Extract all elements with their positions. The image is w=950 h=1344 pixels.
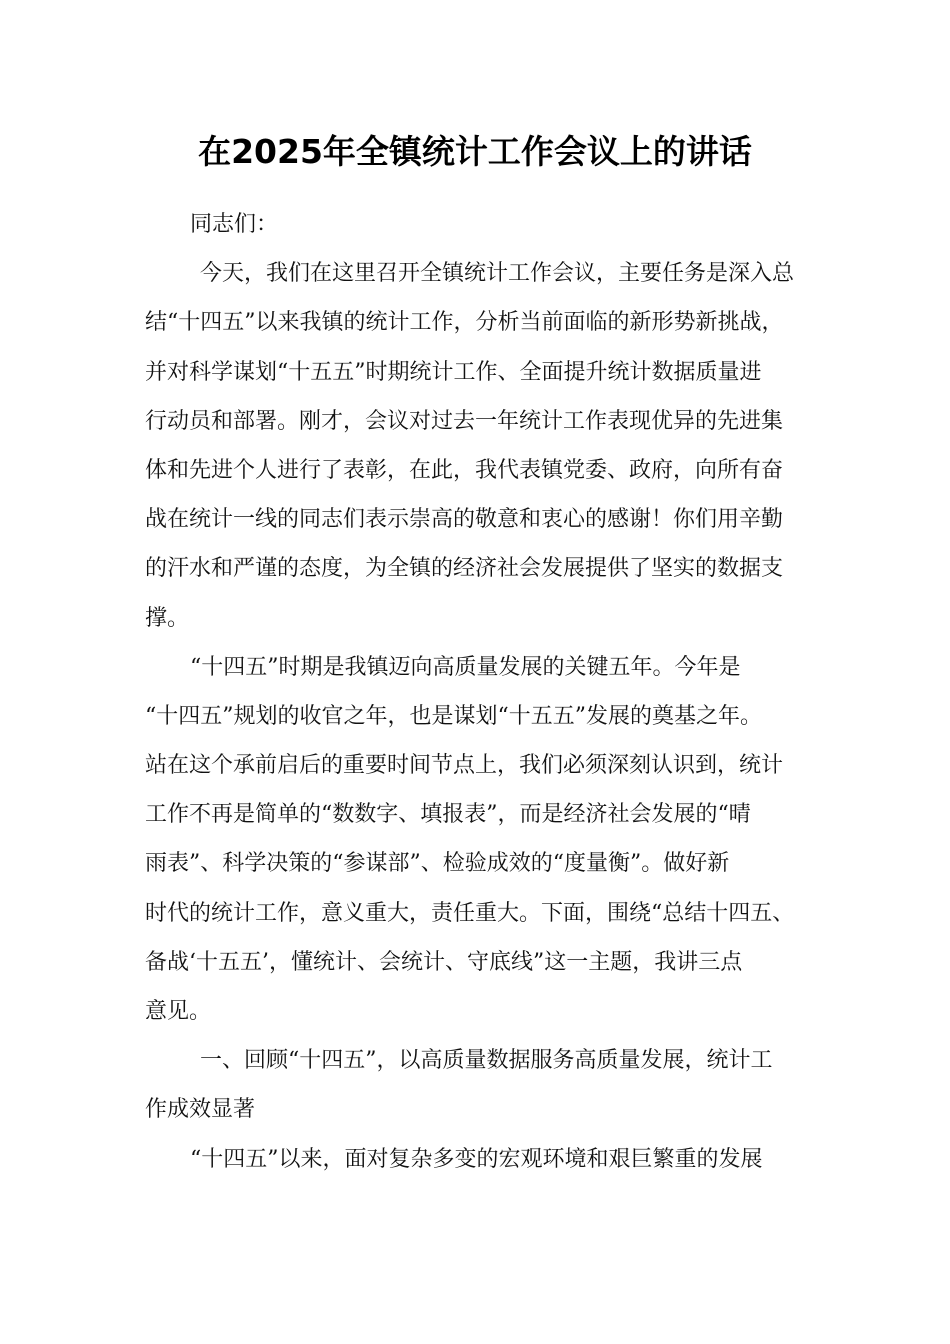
text-line: 意见。 xyxy=(145,999,212,1024)
text-line: 站在这个承前启后的重要时间节点上，我们必须深刻认识到，统计 xyxy=(145,753,784,779)
paragraph-opening xyxy=(145,249,815,643)
text-line: 并对科学谋划“十五五”时期统计工作、全面提升统计数据质量进 xyxy=(145,359,762,385)
text-line: 体和先进个人进行了表彰，在此，我代表镇党委、政府，向所有奋 xyxy=(145,457,784,483)
text-line: 雨表”、科学决策的“参谋部”、检验成效的“度量衡”。做好新 xyxy=(145,851,730,877)
text-line: 备战‘十五五’，懂统计、会统计、守底线”这一主题，我讲三点 xyxy=(145,949,743,975)
document-title: 在2025年全镇统计工作会议上的讲话 xyxy=(198,132,752,171)
paragraph-section-1 xyxy=(145,1135,815,1184)
text-line: 撑。 xyxy=(145,605,190,631)
text-line: 作成效显著 xyxy=(145,1097,256,1123)
section-heading-1 xyxy=(145,1036,815,1134)
text-line: 一、回顾“十四五”，以高质量数据服务高质量发展，统计工 xyxy=(200,1048,773,1074)
paragraph-context xyxy=(145,643,815,1037)
text-line: 工作不再是简单的“数数字、填报表”，而是经济社会发展的“晴 xyxy=(145,802,751,828)
greeting: 同志们： xyxy=(190,212,279,237)
text-line: “十四五”时期是我镇迈向高质量发展的关键五年。今年是 xyxy=(190,654,741,680)
text-line: 的汗水和严谨的态度，为全镇的经济社会发展提供了坚实的数据支 xyxy=(145,556,784,582)
text-line: 结“十四五”以来我镇的统计工作，分析当前面临的新形势新挑战， xyxy=(145,310,784,336)
text-line: “十四五”规划的收官之年，也是谋划“十五五”发展的奠基之年。 xyxy=(145,703,762,729)
text-line: 行动员和部署。刚才，会议对过去一年统计工作表现优异的先进集 xyxy=(145,408,784,434)
text-line: 时代的统计工作，意义重大，责任重大。下面，围绕“总结十四五、 xyxy=(145,900,795,926)
text-line: 今天，我们在这里召开全镇统计工作会议，主要任务是深入总 xyxy=(200,261,795,287)
document-body xyxy=(145,200,815,1184)
text-line: 战在统计一线的同志们表示崇高的敬意和衷心的感谢！你们用辛勤 xyxy=(145,507,784,533)
text-line: “十四五”以来，面对复杂多变的宏观环境和艰巨繁重的发展 xyxy=(190,1146,763,1172)
